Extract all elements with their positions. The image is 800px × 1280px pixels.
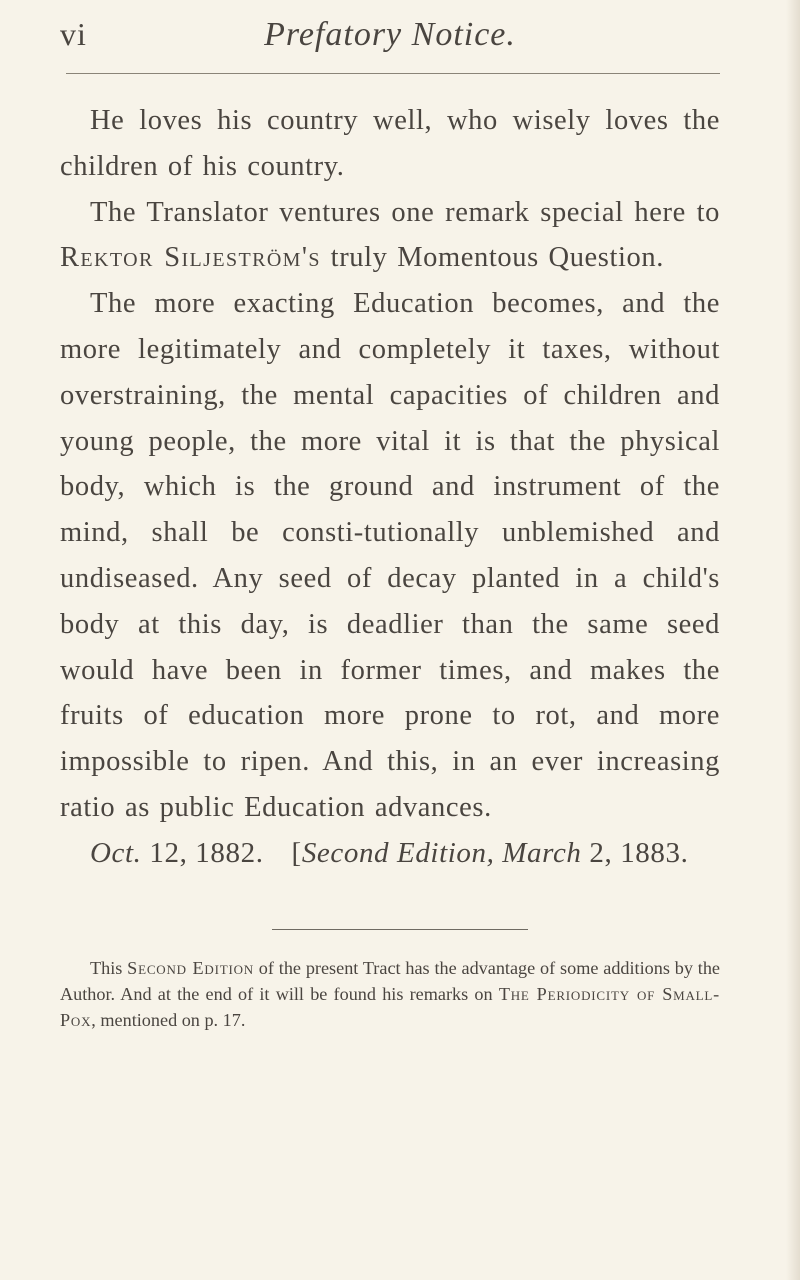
paragraph-3: The more exacting Education becomes, and the more legitimately and completely it taxes, without overstraining, the mental capacities of children and young people, the more vital it is that the physical body, which is the ground and instrument of the mind, shall be consti-tutionally unblemished and undiseased. Any seed of decay planted in a child's body at this day, is deadlier than the same seed would have been in former times, and makes the fruits of education more prone to rot, and more impossible to ripen. And this, in an ever increasing ratio as public Education advances. [60,288,720,823]
note-part-2: of the present Tract has the advantage of some additions by the Author. And at the end of it will be found his remarks on [60,958,720,1004]
paragraph-2-lead: The Translator ventures one remark special here to [90,196,720,228]
running-head-title: Prefatory Notice. [264,16,516,53]
edition-label: Second Edition, March [301,837,582,869]
running-head [60,16,720,56]
main-text [60,98,720,831]
open-bracket: [ [291,837,302,869]
edition-note [60,955,720,1033]
header-rule [66,73,720,74]
note-periodicity-title: The Periodicity of Small-Pox [60,984,720,1030]
paragraph-2 [60,190,720,282]
note-part-3: , mentioned on p. 17. [91,1010,246,1030]
first-edition-date: 12, 1882. [149,837,264,869]
note-rule [272,929,528,930]
paragraph-1: He loves his country well, who wisely loves the children of his country. [60,105,720,182]
second-edition-date: 2, 1883. [589,837,689,869]
edition-note-paragraph [60,955,720,1033]
note-second-edition: Second Edition [127,958,254,978]
note-part-1: This [90,958,123,978]
date-label: Oct. [90,837,142,869]
page-number: vi [60,16,87,52]
paragraph-2-tail: truly Momentous Question. [330,242,664,274]
rektor-name: Rektor Siljeström's [60,242,321,274]
dateline [60,837,720,870]
page-edge-shadow [786,0,800,1280]
